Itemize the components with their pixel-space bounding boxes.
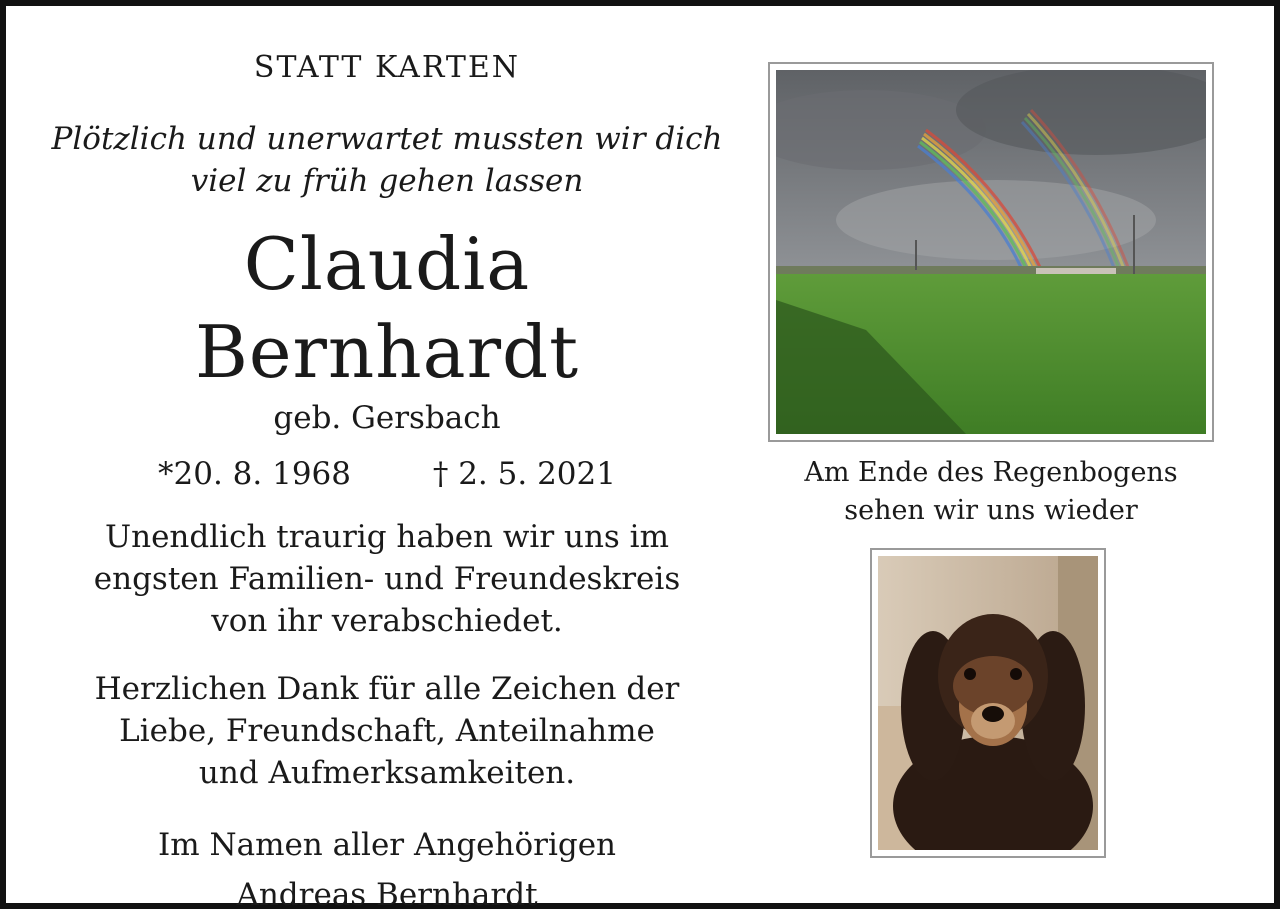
deceased-name: Claudia Bernhardt <box>194 222 580 394</box>
dog-photo <box>870 548 1106 858</box>
photo-caption <box>768 454 1214 530</box>
farewell-line: engsten Familien- und Freundeskreis <box>93 561 681 597</box>
intro-line: Plötzlich und unerwartet mussten wir dich <box>51 121 723 157</box>
farewell-text <box>42 516 732 642</box>
thanks-line: Herzlichen Dank für alle Zeichen der <box>94 671 680 707</box>
intro-text <box>42 118 732 202</box>
thanks-line: und Aufmerksamkeiten. <box>198 755 576 791</box>
thanks-line: Liebe, Freundschaft, Anteilnahme <box>119 713 655 749</box>
signer-name: Andreas Bernhardt <box>236 877 538 913</box>
birth-date: *20. 8. 1968 <box>158 456 351 492</box>
caption-line: sehen wir uns wieder <box>844 495 1138 526</box>
farewell-line: von ihr verabschiedet. <box>211 603 563 639</box>
closing-text: Im Namen aller Angehörigen <box>157 827 617 863</box>
obituary-text-column <box>42 46 732 916</box>
thanks-text <box>42 668 732 794</box>
life-dates <box>42 454 732 494</box>
notice-header: STATT KARTEN <box>253 50 521 85</box>
intro-line: viel zu früh gehen lassen <box>190 163 584 199</box>
death-date: † 2. 5. 2021 <box>432 456 616 492</box>
maiden-name: geb. Gersbach <box>273 400 501 436</box>
dog-portrait-image <box>878 556 1098 850</box>
caption-line: Am Ende des Regenbogens <box>804 457 1178 488</box>
farewell-line: Unendlich traurig haben wir uns im <box>105 519 669 555</box>
rainbow-landscape-image <box>776 70 1206 434</box>
rainbow-photo <box>768 62 1214 442</box>
